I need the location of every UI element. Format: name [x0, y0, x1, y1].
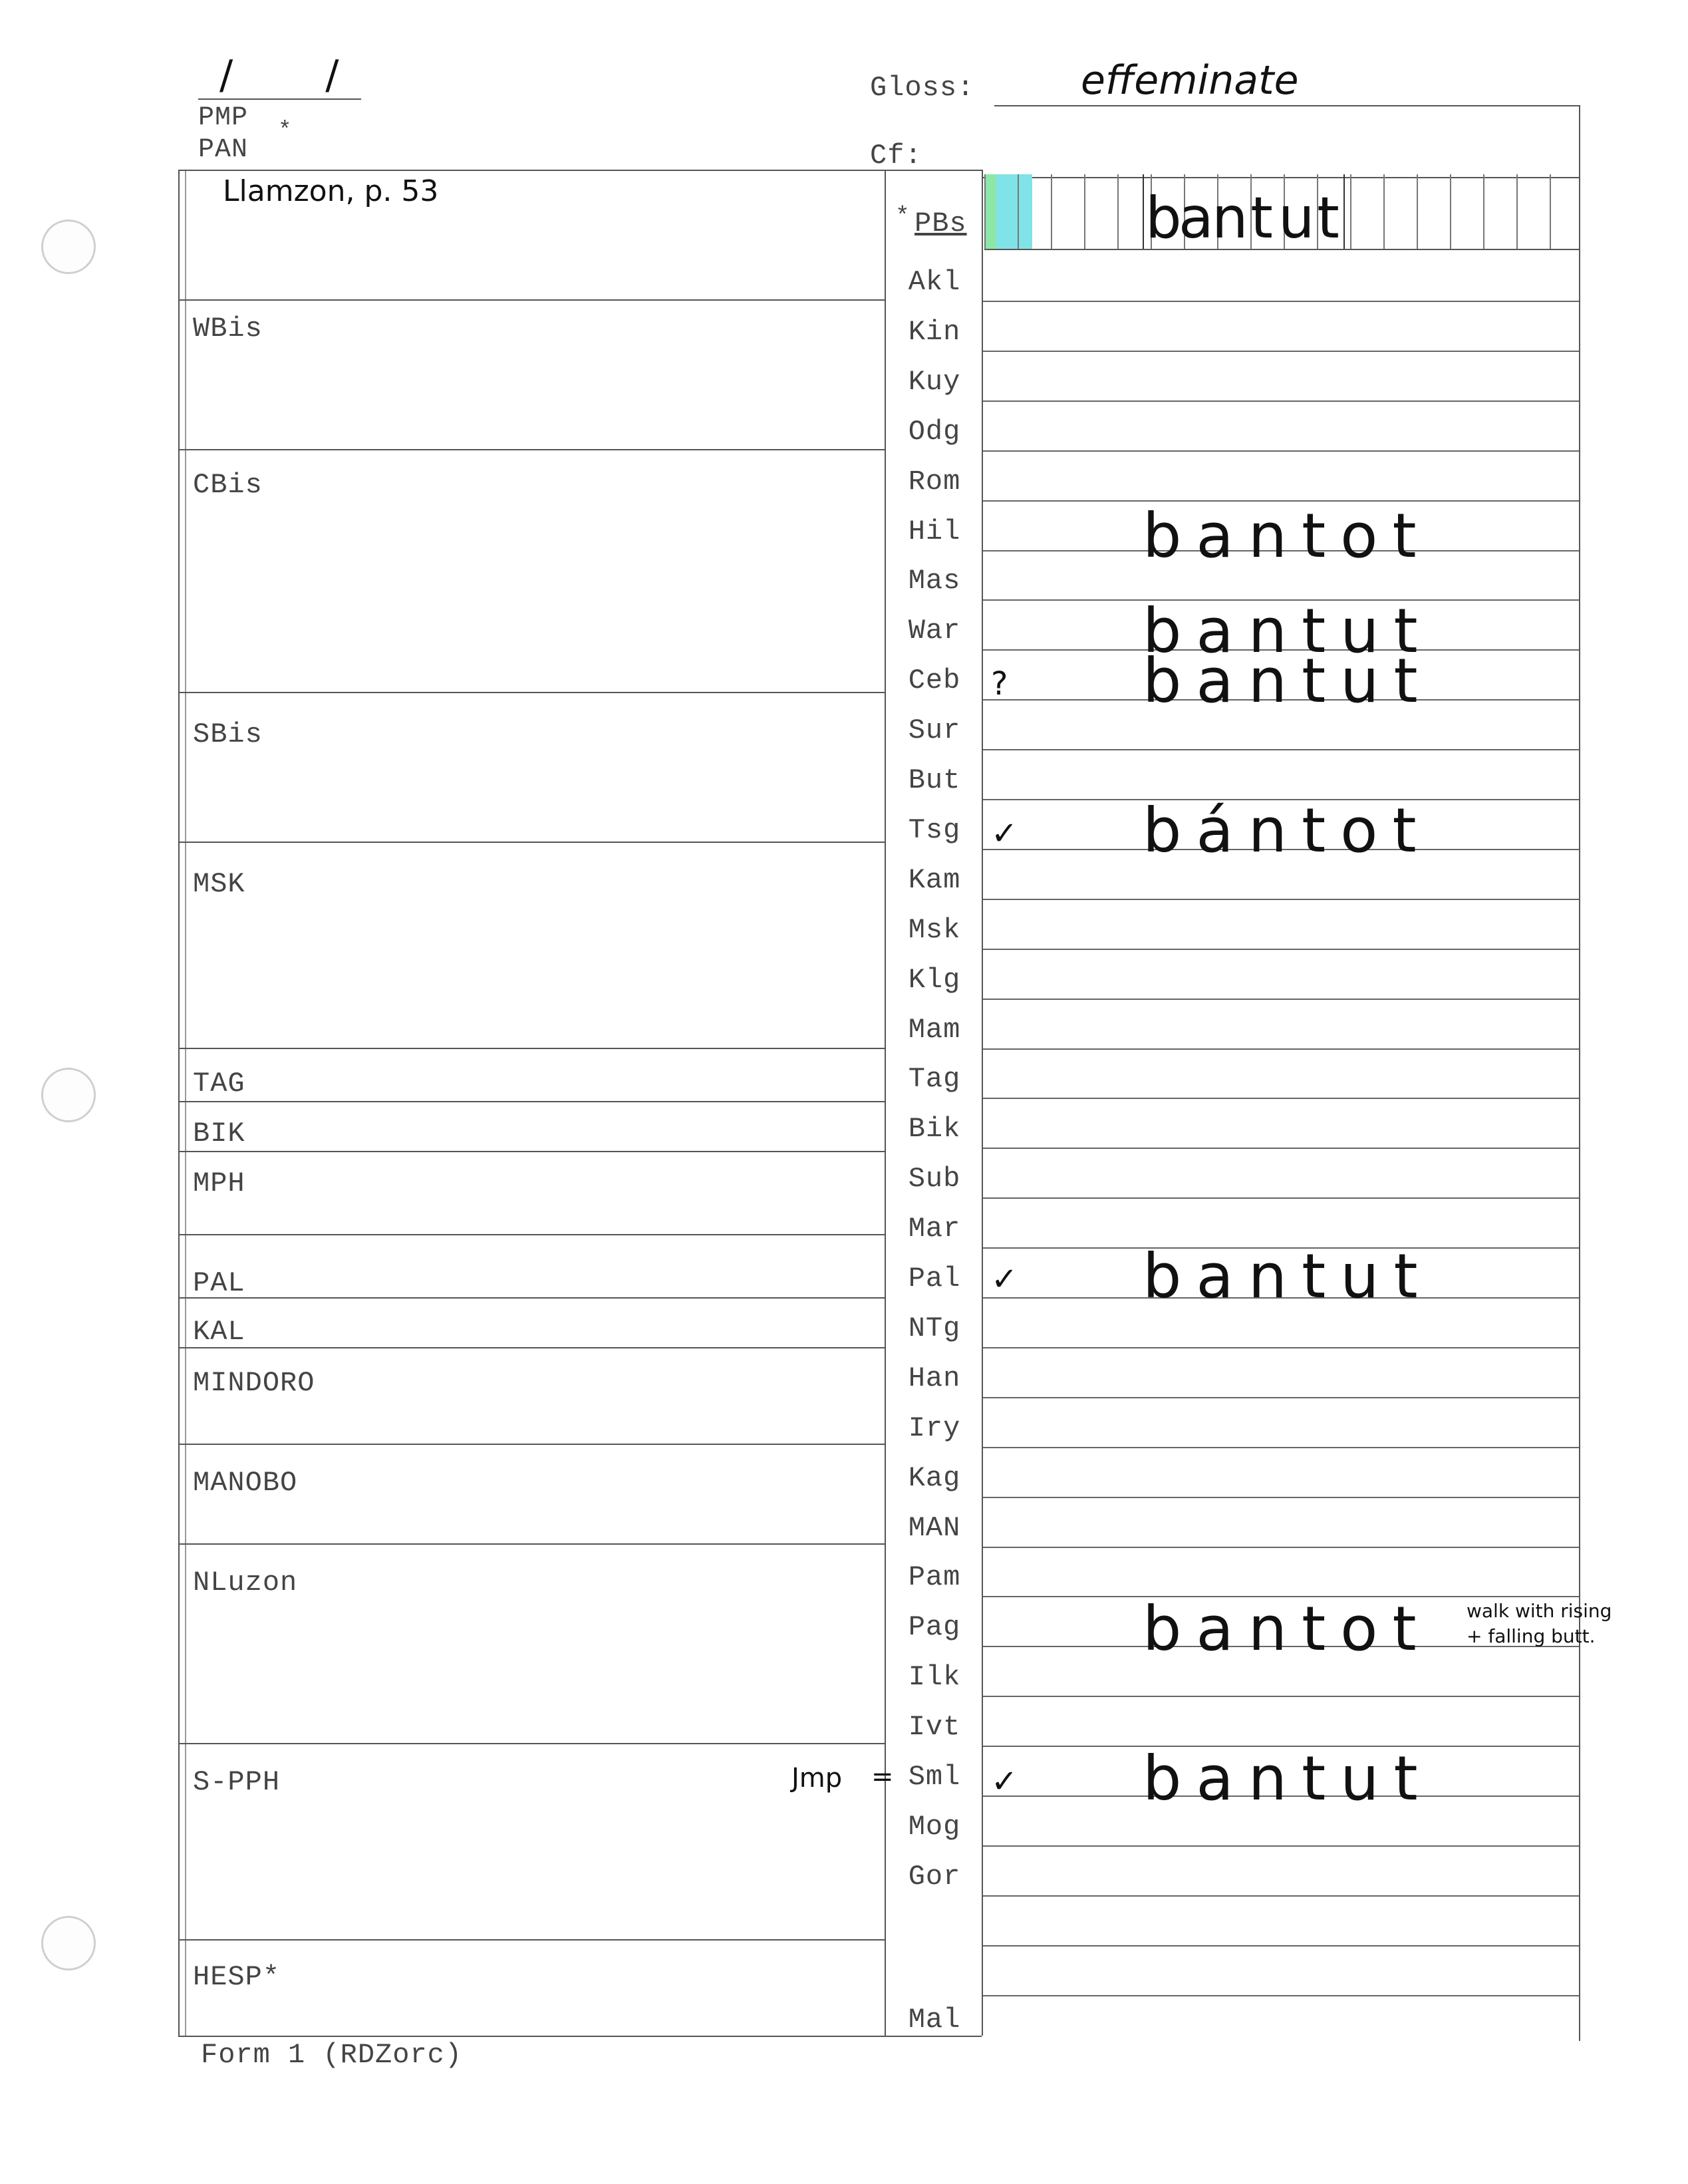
- pbs-box-divider: [1084, 174, 1085, 249]
- group-divider: [178, 1444, 885, 1445]
- group-divider: [178, 1939, 885, 1941]
- language-abbr-ntg: NTg: [908, 1312, 961, 1344]
- entry-row-line: [983, 1497, 1579, 1498]
- language-abbr-ivt: Ivt: [908, 1711, 961, 1744]
- language-abbr-pal: Pal: [908, 1263, 961, 1295]
- note-pag-line1: walk with rising: [1467, 1600, 1612, 1622]
- group-pal: PAL: [193, 1267, 245, 1299]
- entry-row-line: [983, 1397, 1579, 1398]
- entry-row-line: [983, 1098, 1579, 1099]
- pbs-box-divider: [1483, 174, 1484, 249]
- pbs-box-divider: [1117, 174, 1119, 249]
- language-abbr-war: War: [908, 615, 961, 647]
- mark-tsg: ✓: [991, 815, 1018, 852]
- language-abbr-bik: Bik: [908, 1113, 961, 1146]
- language-abbr-kin: Kin: [908, 315, 961, 348]
- language-abbr-mar: Mar: [908, 1213, 961, 1245]
- pbs-letter: u: [1278, 185, 1315, 251]
- entry-row-line: [983, 1547, 1579, 1548]
- language-abbr-gor: Gor: [908, 1860, 961, 1893]
- language-abbr-ceb: Ceb: [908, 665, 961, 697]
- language-abbr-msk: Msk: [908, 913, 961, 946]
- form-footer: Form 1 (RDZorc): [201, 2039, 463, 2071]
- pbs-box-divider: [1516, 174, 1518, 249]
- group-tag: TAG: [193, 1068, 245, 1100]
- source-citation: Llamzon, p. 53: [223, 174, 439, 208]
- pbs-box-divider: [1018, 174, 1019, 249]
- group-msk: MSK: [193, 868, 245, 900]
- punch-hole-middle: [41, 1068, 96, 1122]
- group-divider: [178, 1543, 885, 1545]
- entry-row-line: [983, 1845, 1579, 1847]
- entry-hil: bantot: [1143, 500, 1431, 571]
- pan-label: PAN: [198, 135, 249, 165]
- language-abbr-ilk: Ilk: [908, 1661, 961, 1694]
- group-nluzon: NLuzon: [193, 1567, 298, 1599]
- group-divider: [178, 842, 885, 843]
- pbs-box-divider: [1350, 174, 1351, 249]
- group-bik: BIK: [193, 1118, 245, 1150]
- group-divider: [178, 1743, 885, 1744]
- language-abbr-sml: Sml: [908, 1761, 961, 1793]
- entry-tsg: bántot: [1143, 795, 1431, 866]
- pbs-box-divider: [984, 174, 986, 249]
- cf-label: Cf:: [870, 140, 922, 172]
- date-underline: [198, 98, 361, 100]
- pbs-letter: n: [1212, 185, 1248, 251]
- entry-row-line: [983, 301, 1579, 302]
- group-divider: [178, 299, 885, 301]
- group-divider: [178, 692, 885, 693]
- pmp-label: PMP: [198, 103, 249, 133]
- language-abbr-mal: Mal: [908, 2004, 961, 2036]
- language-abbr-sur: Sur: [908, 714, 961, 747]
- group-divider: [178, 1151, 885, 1152]
- gloss-value: effeminate: [1081, 57, 1299, 104]
- pbs-box-divider: [1383, 174, 1385, 249]
- language-abbr-tsg: Tsg: [908, 814, 961, 846]
- mark-sml: ✓: [991, 1763, 1018, 1800]
- gloss-underline: [994, 105, 1580, 106]
- entry-pag: bantot: [1143, 1593, 1431, 1664]
- entry-row-line: [983, 999, 1579, 1000]
- entry-row-line: [983, 1197, 1579, 1199]
- pbs-box-divider: [1417, 174, 1418, 249]
- language-abbr-akl: Akl: [908, 266, 961, 298]
- language-abbr-mog: Mog: [908, 1810, 961, 1843]
- note-sml-equals: =: [871, 1762, 894, 1792]
- frame-right: [1579, 105, 1580, 2041]
- frame-bottom: [178, 2036, 982, 2037]
- entry-war: bantut: [1143, 595, 1433, 667]
- language-abbr-man: MAN: [908, 1511, 961, 1544]
- group-sbis: SBis: [193, 718, 263, 750]
- mark-ceb: ?: [991, 665, 1008, 702]
- group-mph: MPH: [193, 1168, 245, 1199]
- group-divider: [178, 1234, 885, 1235]
- language-abbr-kam: Kam: [908, 863, 961, 896]
- group-manobo: MANOBO: [193, 1467, 298, 1499]
- language-abbr-pam: Pam: [908, 1561, 961, 1594]
- language-abbr-kuy: Kuy: [908, 365, 961, 398]
- entry-row-line: [983, 749, 1579, 750]
- group-hesp: HESP*: [193, 1961, 281, 1993]
- group-mindoro: MINDORO: [193, 1367, 315, 1399]
- note-pag-line2: + falling butt.: [1467, 1625, 1596, 1647]
- language-abbr-odg: Odg: [908, 415, 961, 448]
- punch-hole-top: [41, 220, 96, 274]
- group-divider: [178, 1347, 885, 1348]
- language-abbr-pag: Pag: [908, 1611, 961, 1644]
- pbs-box-divider: [1550, 174, 1551, 249]
- frame-top: [178, 170, 983, 171]
- language-abbr-iry: Iry: [908, 1412, 961, 1444]
- language-abbr-kag: Kag: [908, 1462, 961, 1494]
- language-abbr-mas: Mas: [908, 565, 961, 597]
- language-abbr-sub: Sub: [908, 1163, 961, 1195]
- language-abbr-klg: Klg: [908, 963, 961, 996]
- gloss-label: Gloss:: [870, 72, 975, 104]
- entry-sml: bantut: [1143, 1743, 1433, 1814]
- entry-row-line: [983, 1148, 1579, 1149]
- group-divider: [178, 449, 885, 450]
- entry-row-line: [983, 1895, 1579, 1897]
- entry-row-line: [983, 450, 1579, 452]
- pbs-box-divider: [1051, 174, 1052, 249]
- language-abbr-han: Han: [908, 1362, 961, 1394]
- pbs-letter: a: [1179, 185, 1214, 251]
- entry-pal: bantut: [1143, 1241, 1433, 1312]
- punch-hole-bottom: [41, 1916, 96, 1970]
- pbs-highlight-left: [984, 174, 996, 249]
- language-abbr-mam: Mam: [908, 1013, 961, 1046]
- entry-row-line: [983, 400, 1579, 402]
- entry-ceb: bantut: [1143, 645, 1433, 716]
- language-abbr-rom: Rom: [908, 465, 961, 498]
- entry-row-line: [983, 1945, 1579, 1947]
- pbs-letter: t: [1250, 185, 1273, 251]
- group-divider: [178, 1297, 885, 1299]
- group-s-pph: S-PPH: [193, 1766, 281, 1798]
- entry-row-line: [983, 1447, 1579, 1448]
- pbs-letters-frame: [1143, 174, 1345, 249]
- group-wbis: WBis: [193, 313, 263, 345]
- date-field: / /: [219, 52, 379, 98]
- group-divider: [178, 1101, 885, 1102]
- entry-row-line: [983, 899, 1579, 900]
- note-sml-prefix: Jmp: [791, 1763, 843, 1794]
- group-divider: [178, 1048, 885, 1049]
- pbs-box-divider: [1450, 174, 1451, 249]
- entry-row-line: [983, 1696, 1579, 1697]
- group-kal: KAL: [193, 1316, 245, 1348]
- entry-row-line: [983, 1048, 1579, 1050]
- entry-row-line: [983, 1995, 1579, 1996]
- pbs-label: PBs: [914, 208, 967, 239]
- entry-row-line: [983, 1347, 1579, 1348]
- entry-row-line: [983, 949, 1579, 950]
- pbs-letter: b: [1145, 185, 1182, 251]
- language-abbr-hil: Hil: [908, 515, 961, 547]
- pbs-letter: t: [1317, 185, 1339, 251]
- pmp-asterisk: *: [278, 118, 293, 144]
- divider-group-abbr: [885, 170, 886, 2036]
- pbs-asterisk: *: [895, 203, 911, 230]
- language-abbr-but: But: [908, 764, 961, 796]
- group-cbis: CBis: [193, 469, 263, 501]
- language-abbr-tag: Tag: [908, 1063, 961, 1096]
- mark-pal: ✓: [991, 1261, 1018, 1298]
- entry-row-line: [983, 351, 1579, 352]
